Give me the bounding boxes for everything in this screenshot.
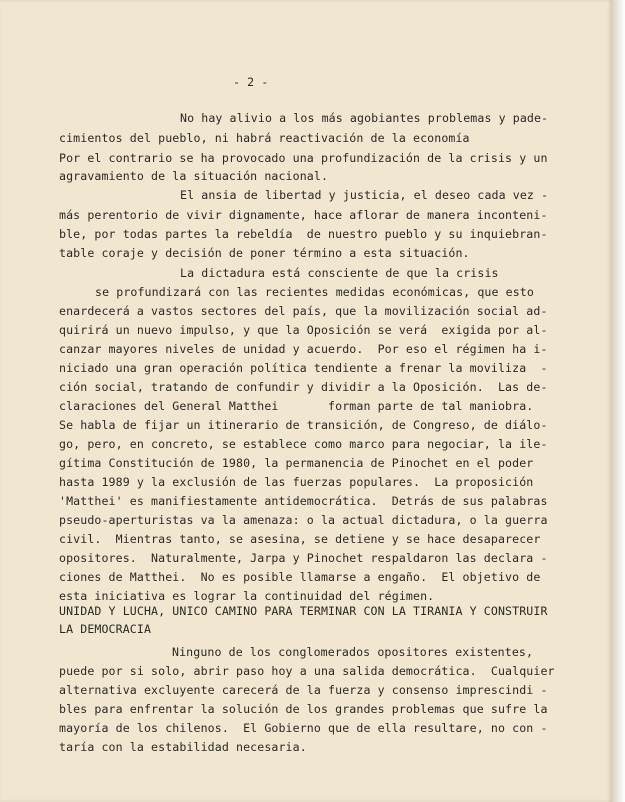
text-line: pseudo-aperturistas va la amenaza: o la actual dictadura, o la guerra <box>59 513 548 527</box>
text-line: 'Matthei' es manifiestamente antidemocrática. Detrás de sus palabras <box>59 494 548 508</box>
text-line: hasta 1989 y la exclusión de las fuerzas populares. La proposición <box>59 475 534 489</box>
text-line: opositores. Naturalmente, Jarpa y Pinochet respaldaron las declara - <box>59 551 548 565</box>
text-line: niciado una gran operación política tendiente a frenar la moviliza - <box>59 361 548 375</box>
text-line: agravamiento de la situación nacional. <box>59 169 329 183</box>
section-heading: UNIDAD Y LUCHA, UNICO CAMINO PARA TERMINAR CON LA TIRANIA Y CONSTRUIR <box>59 604 548 618</box>
text-line: se profundizará con las recientes medidas económicas, que esto <box>95 285 534 299</box>
text-line: enardecerá a vastos sectores del país, que la movilización social ad- <box>59 304 548 318</box>
text-line: ciones de Matthei. No es posible llamarse a engaño. El objetivo de <box>59 570 541 584</box>
text-line: esta iniciativa es lograr la continuidad del régimen. <box>59 589 435 603</box>
text-line: mayoría de los chilenos. El Gobierno que de ella resultare, no con - <box>59 721 548 735</box>
text-line: quirirá un nuevo impulso, y que la Oposición se verá exigida por al- <box>59 323 548 337</box>
text-line: gítima Constitución de 1980, la permanencia de Pinochet en el poder <box>59 456 534 470</box>
text-line: Ninguno de los conglomerados opositores existentes, <box>172 645 534 659</box>
text-line: claraciones del General Matthei forman parte de tal maniobra. <box>59 399 534 413</box>
page-edge <box>612 0 625 802</box>
text-line: La dictadura está consciente de que la crisis <box>180 266 499 280</box>
text-line: bles para enfrentar la solución de los grandes problemas que sufre la <box>59 702 548 716</box>
text-line: puede por si solo, abrir paso hoy a una salida democrática. Cualquier <box>59 664 555 678</box>
page-number: - 2 - <box>233 75 269 89</box>
text-line: ble, por todas partes la rebeldía de nuestro pueblo y su inquiebran- <box>59 227 548 241</box>
text-line: Se habla de fijar un itinerario de transición, de Congreso, de diálo- <box>59 418 548 432</box>
text-line: No hay alivio a los más agobiantes problemas y pade- <box>180 111 549 125</box>
text-line: Por el contrario se ha provocado una profundización de la crisis y un <box>59 151 548 165</box>
text-line: go, pero, en concreto, se establece como marco para negociar, la ile- <box>59 437 548 451</box>
section-heading: LA DEMOCRACIA <box>59 622 152 636</box>
text-line: cimientos del pueblo, ni habrá reactivación de la economía <box>59 131 470 145</box>
text-line: table coraje y decisión de poner término a esta situación. <box>59 246 470 260</box>
text-line: más perentorio de vivir dignamente, hace aflorar de manera inconteni- <box>59 208 548 222</box>
text-line: taría con la estabilidad necesaria. <box>59 740 307 754</box>
text-line: civil. Mientras tanto, se asesina, se detiene y se hace desaparecer <box>59 532 541 546</box>
text-line: El ansia de libertad y justicia, el deseo cada vez - <box>180 188 549 202</box>
text-line: alternativa excluyente carecerá de la fuerza y consenso imprescindi - <box>59 683 548 697</box>
text-line: ción social, tratando de confundir y dividir a la Oposición. Las de- <box>59 380 548 394</box>
text-line: canzar mayores niveles de unidad y acuerdo. Por eso el régimen ha i- <box>59 342 548 356</box>
